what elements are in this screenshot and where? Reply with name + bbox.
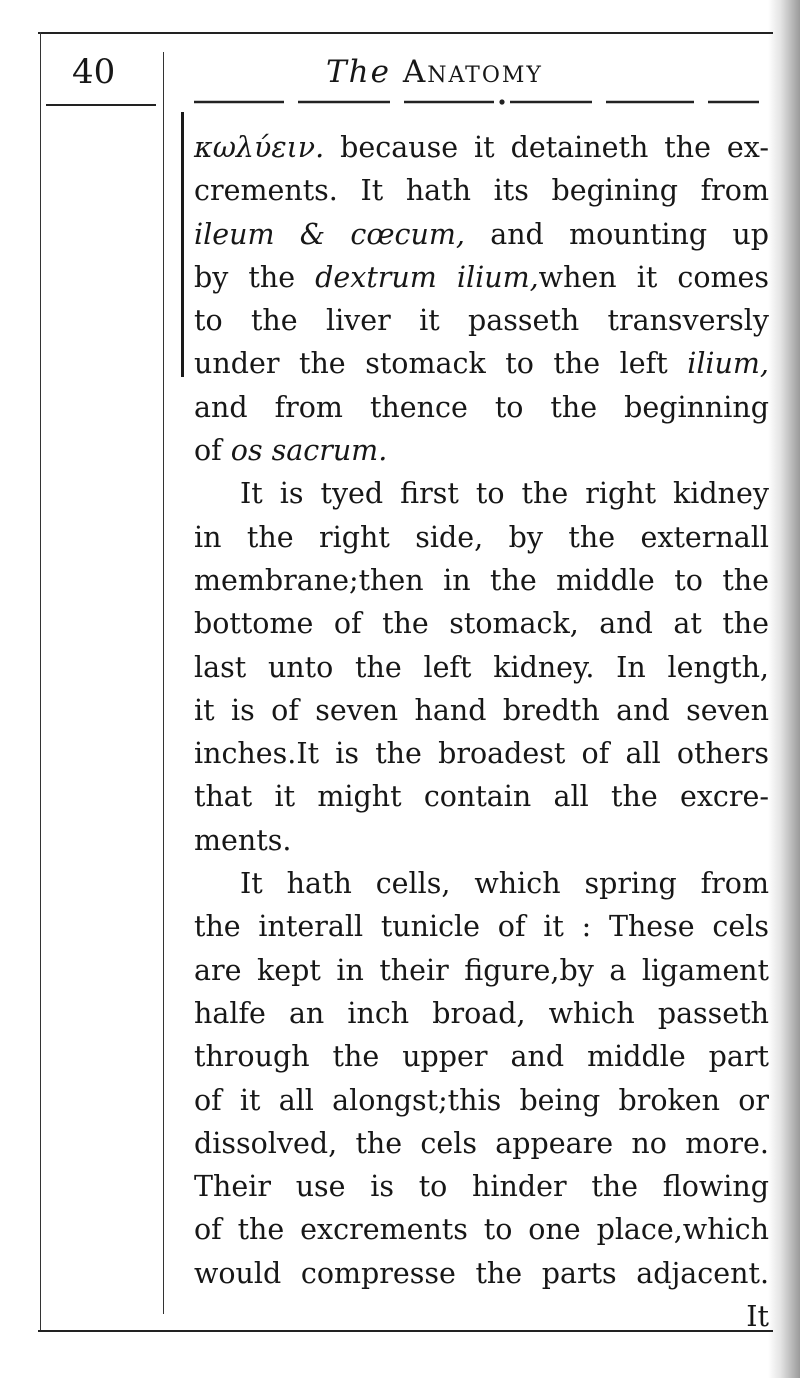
text-segment: of the excrements to one place,which (194, 1213, 769, 1247)
text-segment: bottome of the stomack, and at the (194, 607, 769, 641)
text-line (194, 819, 769, 862)
text-segment: crements. It hath its begining from (194, 174, 769, 208)
text-segment: dissolved, the cels appeare no more. (194, 1126, 769, 1160)
text-segment: membrane;then in the middle to the (194, 563, 769, 597)
text-line (194, 299, 769, 342)
italic-text: ileum & cœcum, (194, 217, 465, 251)
text-line (194, 559, 769, 602)
text-segment: inches.It is the broadest of all others (194, 737, 769, 771)
text-segment: because it detaineth the ex- (324, 131, 769, 164)
text-segment: in the right side, by the externall (194, 520, 769, 554)
text-segment: and from thence to the beginning (194, 390, 769, 424)
text-line (194, 516, 769, 559)
text-segment: it is of seven hand bredth and seven (194, 693, 769, 727)
text-line (194, 775, 769, 818)
margin-rule (163, 52, 164, 1314)
italic-text: κωλύειν. (194, 131, 325, 164)
text-line (194, 1208, 769, 1251)
text-segment: are kept in their figure,by a ligament (194, 953, 769, 987)
italic-text: ilium, (687, 347, 769, 381)
running-head (326, 52, 543, 92)
text-segment: through the upper and middle part (194, 1040, 769, 1074)
text-segment: when it comes (538, 260, 769, 294)
text-line (194, 1252, 769, 1295)
running-head-first: The (326, 54, 391, 90)
text-line (194, 169, 769, 212)
text-line (194, 992, 769, 1035)
header-ornament-rule (194, 98, 759, 106)
italic-text: os sacrum. (230, 434, 388, 468)
text-line (194, 1165, 769, 1208)
text-line (194, 689, 769, 732)
text-segment: the interall tunicle of it : These cels (194, 910, 769, 944)
text-segment: by the (194, 260, 316, 294)
text-line (194, 949, 769, 992)
text-segment: that it might contain all the excre- (194, 780, 769, 814)
text-segment: ments. (194, 823, 292, 857)
text-line (194, 472, 769, 515)
page-edge-shadow (768, 0, 800, 1378)
text-segment: halfe an inch broad, which passeth (194, 996, 769, 1030)
text-line (194, 862, 769, 905)
text-line (194, 905, 769, 948)
text-line (194, 342, 769, 385)
text-segment: It is tyed first to the right kidney (240, 477, 769, 511)
body-text (194, 126, 769, 1338)
text-line (194, 602, 769, 645)
outer-left-rule (40, 32, 41, 1332)
text-segment: It hath cells, which spring from (240, 867, 769, 901)
italic-text: dextrum ilium, (315, 260, 539, 294)
text-line (194, 429, 769, 472)
text-side-bar (181, 112, 184, 377)
text-line (194, 1079, 769, 1122)
page-top-rule (38, 32, 773, 34)
text-line (194, 1035, 769, 1078)
text-segment: of (194, 434, 231, 468)
text-line (194, 386, 769, 429)
text-line (194, 126, 769, 169)
text-segment: and mounting up (464, 217, 769, 251)
text-segment: under the stomack to the left (194, 347, 688, 381)
running-head-rest: Anatomy (402, 54, 543, 90)
text-segment: last unto the left kidney. In length, (194, 650, 769, 684)
text-line (194, 213, 769, 256)
text-line (194, 646, 769, 689)
text-line (194, 732, 769, 775)
text-segment: to the liver it passeth transversly (194, 304, 769, 338)
page-number-rule (46, 104, 156, 106)
text-line (194, 256, 769, 299)
text-segment: of it all alongst;this being broken or (194, 1083, 769, 1117)
text-line (194, 1122, 769, 1165)
page-number: 40 (72, 52, 116, 92)
text-segment: would compresse the parts adjacent. (194, 1256, 769, 1290)
catchword: It (746, 1300, 769, 1334)
text-segment: Their use is to hinder the flowing (194, 1170, 769, 1204)
